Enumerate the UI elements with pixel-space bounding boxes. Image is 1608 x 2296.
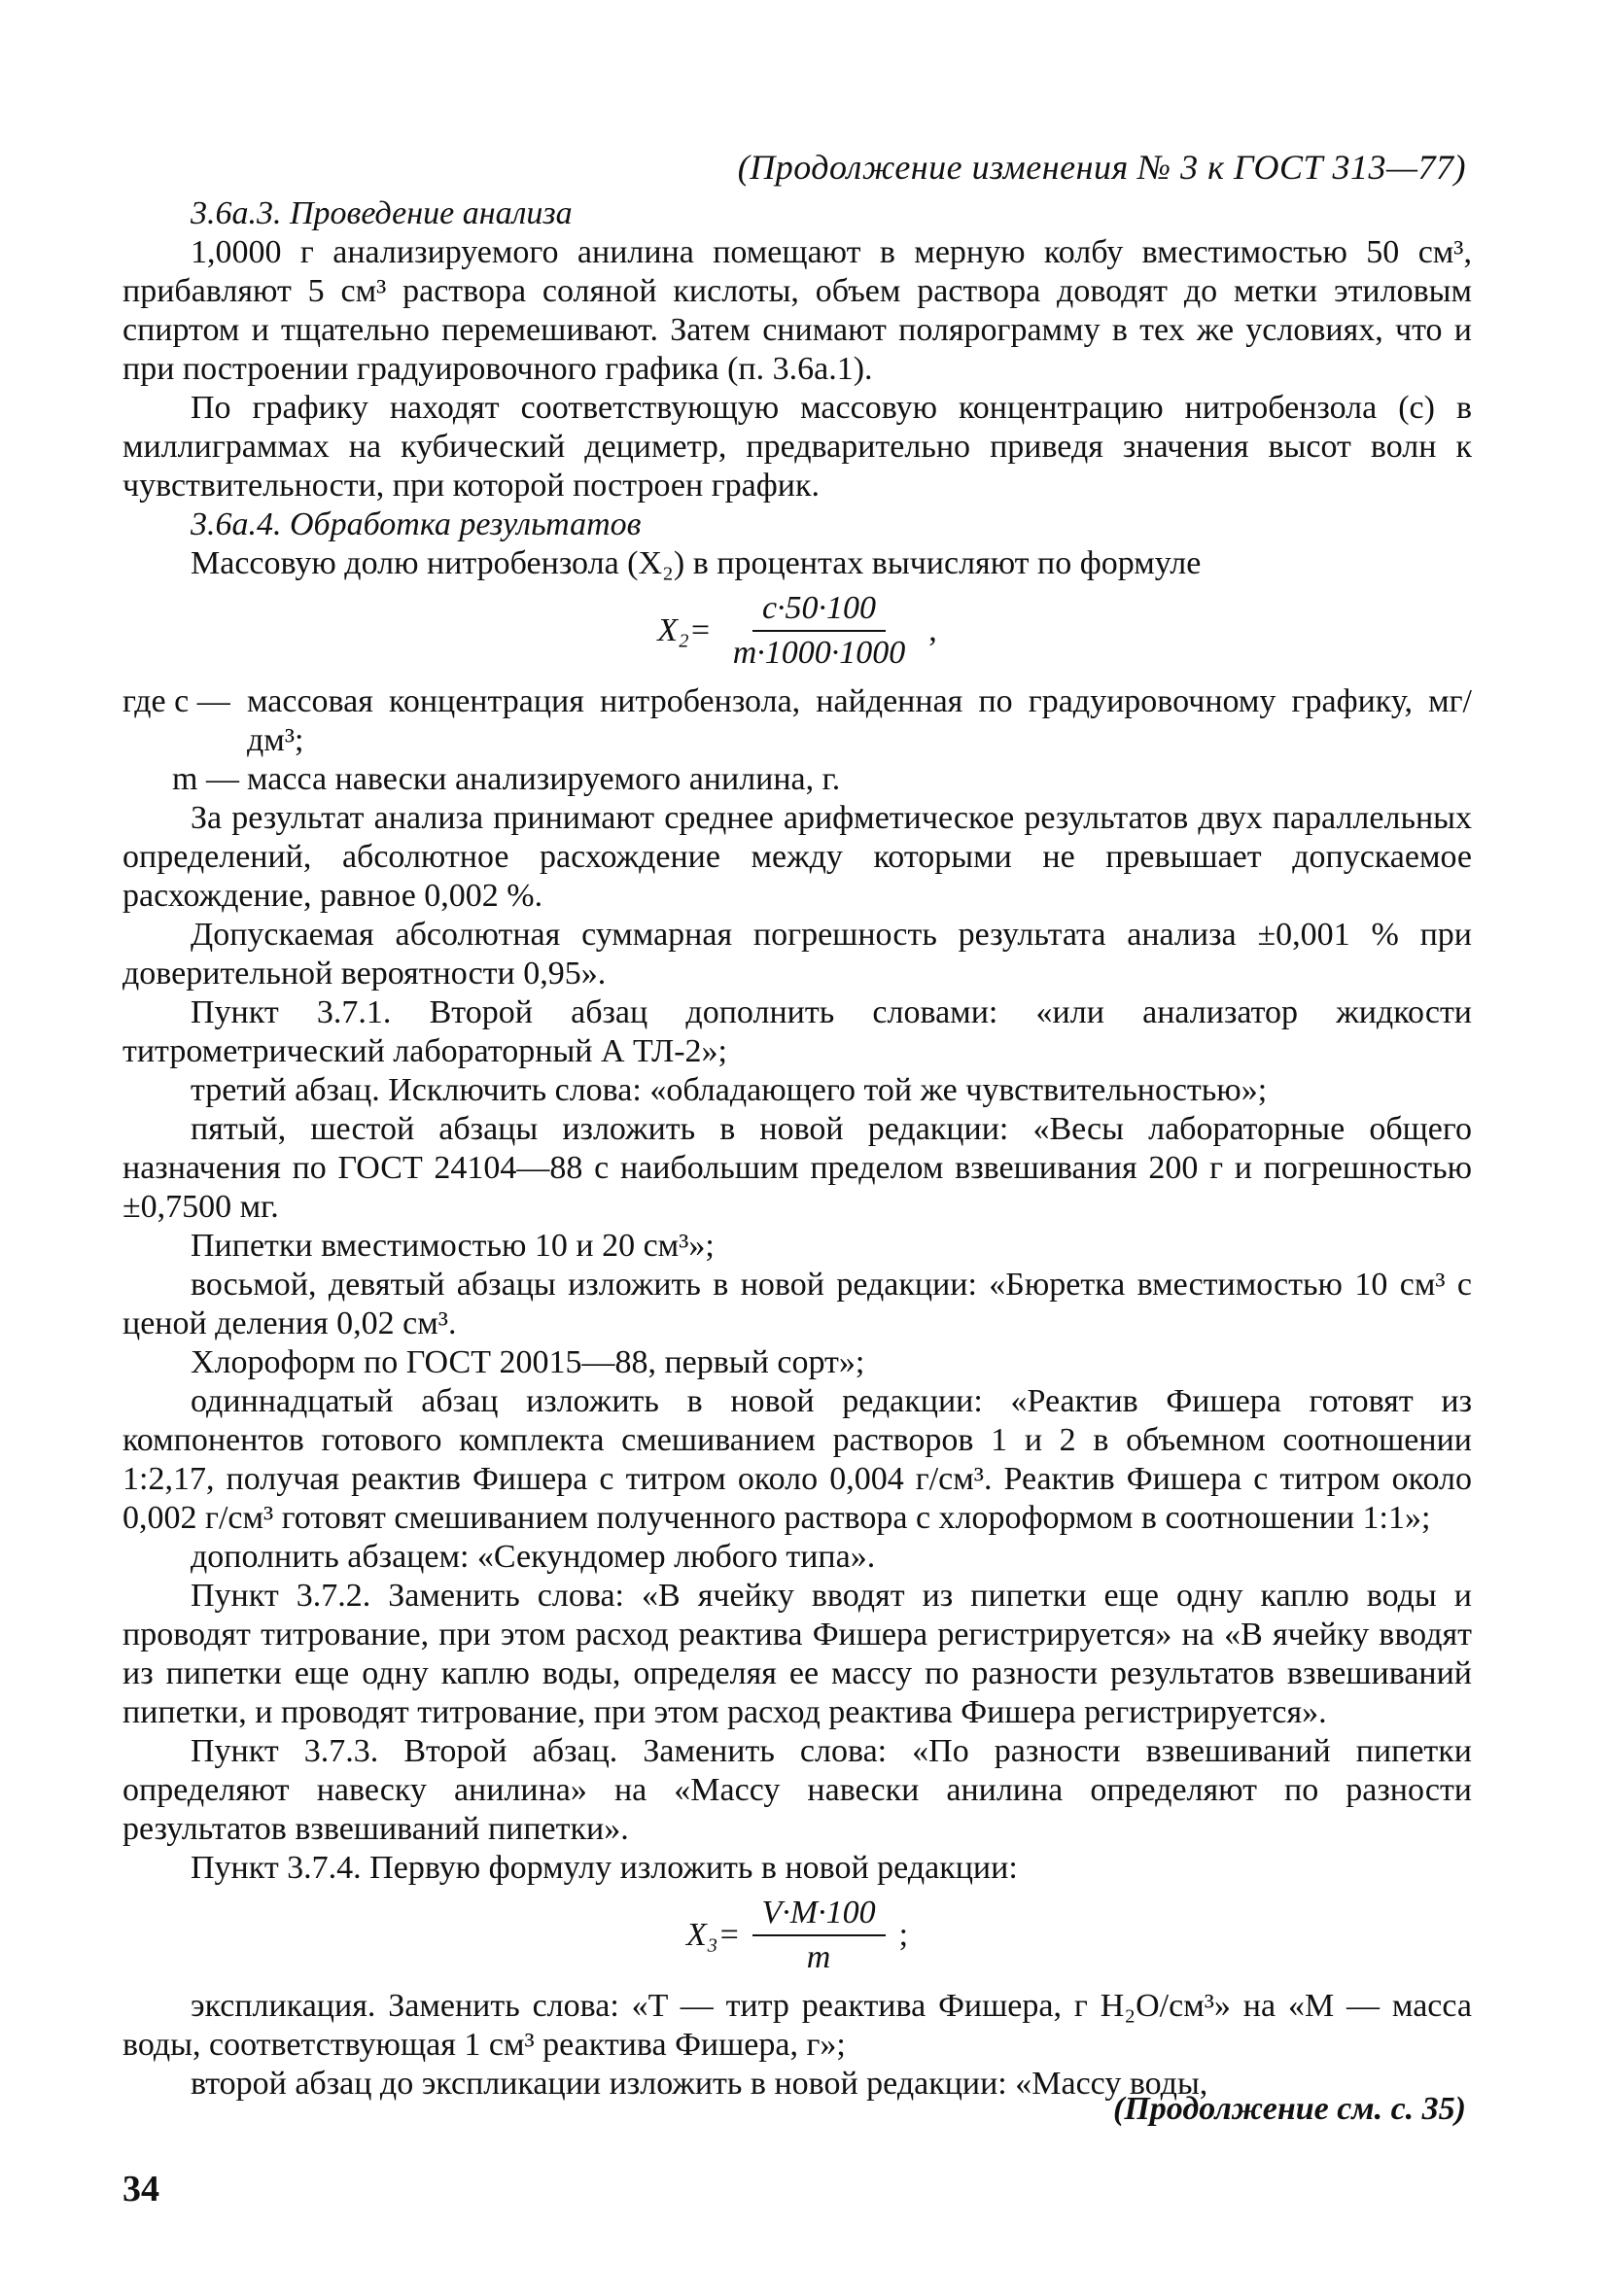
numerator: V·M·100 <box>752 1894 886 1936</box>
section-heading-3-6a-3: 3.6а.3. Проведение анализа <box>191 195 573 231</box>
denominator: m·1000·1000 <box>732 635 906 671</box>
explication-row <box>122 760 1472 799</box>
paragraph: Пункт 3.7.1. Второй абзац дополнить словами: «или анализатор жидкости титрометрический лабораторный А ТЛ-2»; <box>122 994 1472 1069</box>
document-body <box>122 194 1472 2104</box>
paragraph: По графику находят соответствующую массовую концентрацию нитробензола (с) в миллиграммах на кубический дециметр, предварительно приведя значения высот волн к чувствительности, при которой построен график. <box>122 390 1472 504</box>
paragraph: Пункт 3.7.2. Заменить слова: «В ячейку вводят из пипетки еще одну каплю воды и проводят титрование, при этом расход реактива Фишера регистрируется» на «В ячейку вводят из пипетки еще одну каплю воды, определяя ее массу по разности результатов взвешиваний пипетки, и проводят титрование, при этом расход реактива Фишера регистрируется». <box>122 1578 1472 1730</box>
explication-symbol: m — <box>172 761 239 797</box>
paragraph: экспликация. Заменить слова: «T — титр реактива Фишера, г H₂O/см³» на «M — масса воды, соответствующая 1 см³ реактива Фишера, г»; <box>122 1988 1472 2063</box>
section-heading-3-6a-4: 3.6а.4. Обработка результатов <box>191 506 642 542</box>
formula-tail: ; <box>898 1917 909 1953</box>
paragraph: третий абзац. Исключить слова: «обладающего той же чувствительностью»; <box>191 1072 1268 1108</box>
explication-text: массовая концентрация нитробензола, найденная по градуировочному графику, мг/дм³; <box>247 683 1472 758</box>
paragraph: Пункт 3.7.4. Первую формулу изложить в новой редакции: <box>191 1850 1018 1886</box>
paragraph: Допускаемая абсолютная суммарная погрешность результата анализа ±0,001 % при доверительной вероятности 0,95». <box>122 917 1472 991</box>
formula-x2 <box>122 589 1472 673</box>
paragraph: Пункт 3.7.3. Второй абзац. Заменить слова: «По разности взвешиваний пипетки определяют навеску анилина» на «Массу навески анилина определяют по разности результатов взвешиваний пипетки». <box>122 1733 1472 1847</box>
paragraph: За результат анализа принимают среднее арифметическое результатов двух параллельных определений, абсолютное расхождение между которыми не превышает допускаемое расхождение, равное 0,002 %. <box>122 800 1472 914</box>
continuation-note: (Продолжение см. с. 35) <box>1113 2091 1466 2127</box>
fraction <box>723 589 916 673</box>
paragraph: Пипетки вместимостью 10 и 20 см³»; <box>191 1228 715 1264</box>
paragraph: Хлороформ по ГОСТ 20015—88, первый сорт»; <box>191 1344 865 1380</box>
formula-tail: , <box>928 612 937 648</box>
numerator: c·50·100 <box>752 589 886 632</box>
running-head: (Продолжение изменения № 3 к ГОСТ 313—77) <box>737 148 1466 187</box>
formula-x3 <box>122 1894 1472 1977</box>
formula-lhs: X₃= <box>685 1917 741 1953</box>
paragraph: восьмой, девятый абзацы изложить в новой редакции: «Бюретка вместимостью 10 см³ с ценой деления 0,02 см³. <box>122 1267 1472 1341</box>
paragraph: 1,0000 г анализируемого анилина помещают в мерную колбу вместимостью 50 см³, прибавляют 5 см³ раствора соляной кислоты, объем раствора доводят до метки этиловым спиртом и тщательно перемешивают. Затем снимают полярограмму в тех же условиях, что и при построении градуировочного графика (п. 3.6а.1). <box>122 234 1472 387</box>
fraction <box>752 1894 886 1977</box>
explication-row <box>122 682 1472 760</box>
paragraph: Массовую долю нитробензола (X₂) в процентах вычисляют по формуле <box>191 545 1202 581</box>
paragraph: пятый, шестой абзацы изложить в новой редакции: «Весы лабораторные общего назначения по ГОСТ 24104—88 с наибольшим пределом взвешивания 200 г и погрешностью ±0,7500 мг. <box>122 1111 1472 1225</box>
explication-text: масса навески анализируемого анилина, г. <box>247 761 841 797</box>
paragraph: второй абзац до экспликации изложить в новой редакции: «Массу воды, <box>191 2066 1208 2102</box>
paragraph: одиннадцатый абзац изложить в новой редакции: «Реактив Фишера готовят из компонентов готового комплекта смешиванием растворов 1 и 2 в объемном соотношении 1:2,17, получая реактив Фишера с титром около 0,004 г/см³. Реактив Фишера с титром около 0,002 г/см³ готовят смешиванием полученного раствора с хлороформом в соотношении 1:1»; <box>122 1383 1472 1536</box>
paragraph: дополнить абзацем: «Секундомер любого типа». <box>191 1539 876 1575</box>
formula-lhs: X₂= <box>657 612 712 648</box>
explication-symbol: где c — <box>122 683 230 719</box>
denominator: m <box>806 1939 831 1975</box>
page-number: 34 <box>122 2169 159 2209</box>
